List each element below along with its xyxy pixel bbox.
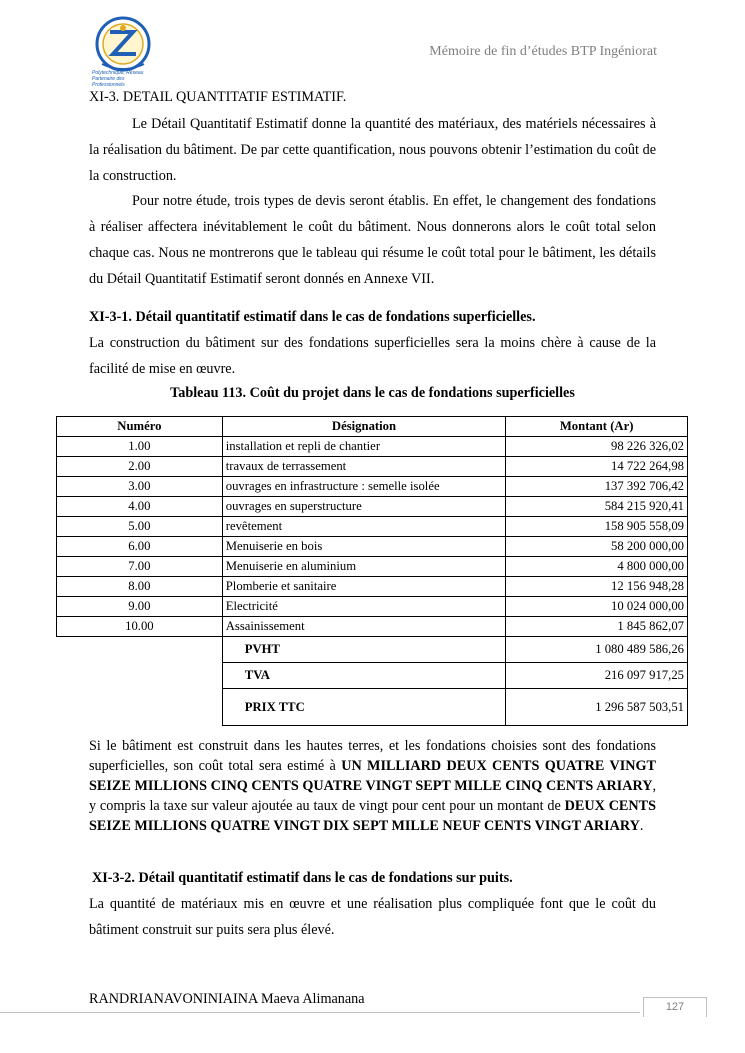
row-designation: Plomberie et sanitaire <box>222 577 506 597</box>
author-name: RANDRIANAVONINIAINA Maeva Alimanana <box>89 991 365 1007</box>
row-amount: 10 024 000,00 <box>506 597 688 617</box>
row-number: 8.00 <box>57 577 223 597</box>
total-row-ttc <box>57 689 688 726</box>
devis-paragraph: Pour notre étude, trois types de devis seront établis. En effet, le changement des fondations à réaliser affectera inévitablement le coût du bâtiment. Nous donnerons alors le coût total selon chaque cas. Nous ne montrerons que le tableau qui résume le coût total pour le bâtiment, les détails du Détail Quantitatif Estimatif seront donnés en Annexe VII. <box>89 193 656 287</box>
row-number: 5.00 <box>57 517 223 537</box>
table-row <box>57 497 688 517</box>
row-amount: 98 226 326,02 <box>506 437 688 457</box>
table-row <box>57 617 688 637</box>
row-amount: 158 905 558,09 <box>506 517 688 537</box>
total-label: PVHT <box>222 637 506 663</box>
row-number: 1.00 <box>57 437 223 457</box>
footer-divider <box>0 1012 640 1013</box>
row-number: 3.00 <box>57 477 223 497</box>
total-amount: 1 296 587 503,51 <box>506 689 688 726</box>
total-amount: 216 097 917,25 <box>506 663 688 689</box>
conclusion-text-2: , y compris la taxe sur valeur ajoutée au taux de vingt pour cent pour un montant de <box>89 778 656 814</box>
table-row <box>57 457 688 477</box>
total-cost-in-words: UN MILLIARD DEUX CENTS QUATRE VINGT SEIZE MILLIONS CINQ CENTS QUATRE VINGT SEPT MILLE CINQ CENTS ARIARY <box>89 758 656 794</box>
row-number: 9.00 <box>57 597 223 617</box>
row-designation: ouvrages en superstructure <box>222 497 506 517</box>
row-amount: 12 156 948,28 <box>506 577 688 597</box>
row-number: 10.00 <box>57 617 223 637</box>
row-amount: 584 215 920,41 <box>506 497 688 517</box>
row-number: 2.00 <box>57 457 223 477</box>
col-header-montant: Montant (Ar) <box>506 417 688 437</box>
row-amount: 1 845 862,07 <box>506 617 688 637</box>
section-heading: XI-3. DETAIL QUANTITATIF ESTIMATIF. <box>89 89 347 105</box>
total-label: TVA <box>222 663 506 689</box>
table-row <box>57 597 688 617</box>
table-row <box>57 477 688 497</box>
table-row <box>57 437 688 457</box>
table-row <box>57 557 688 577</box>
total-amount: 1 080 489 586,26 <box>506 637 688 663</box>
row-designation: Assainissement <box>222 617 506 637</box>
total-row-tva <box>57 663 688 689</box>
table-row <box>57 577 688 597</box>
row-designation: Menuiserie en aluminium <box>222 557 506 577</box>
conclusion-text-1: Si le bâtiment est construit dans les hautes terres, et les fondations choisies sont des fondations superficielles, son coût total sera estimé à <box>89 738 656 774</box>
school-logo <box>88 14 158 94</box>
row-amount: 137 392 706,42 <box>506 477 688 497</box>
table-header-row <box>57 417 688 437</box>
total-label: PRIX TTC <box>222 689 506 726</box>
row-amount: 14 722 264,98 <box>506 457 688 477</box>
col-header-numero: Numéro <box>57 417 223 437</box>
row-designation: Menuiserie en bois <box>222 537 506 557</box>
logo-caption: Polytechnique, Réseau Partenaire des Professionnels <box>92 70 144 88</box>
total-row-pvht <box>57 637 688 663</box>
row-number: 7.00 <box>57 557 223 577</box>
table-row <box>57 537 688 557</box>
table-row <box>57 517 688 537</box>
page-number: 127 <box>643 997 707 1017</box>
intro-paragraph: Le Détail Quantitatif Estimatif donne la quantité des matériaux, des matériels nécessaires à la réalisation du bâtiment. De par cette quantification, nous pouvons obtenir l’estimation du coût de la construction. <box>89 116 656 184</box>
row-designation: revêtement <box>222 517 506 537</box>
row-designation: installation et repli de chantier <box>222 437 506 457</box>
row-designation: Electricité <box>222 597 506 617</box>
table-caption: Tableau 113. Coût du projet dans le cas de fondations superficielles <box>170 385 575 401</box>
row-number: 6.00 <box>57 537 223 557</box>
subsection2-text: La quantité de matériaux mis en œuvre et une réalisation plus compliquée font que le coût du bâtiment construit sur puits sera plus élevé. <box>89 896 656 938</box>
subsection2-heading: XI-3-2. Détail quantitatif estimatif dans le cas de fondations sur puits. <box>92 870 513 886</box>
tva-in-words: DEUX CENTS SEIZE MILLIONS QUATRE VINGT DIX SEPT MILLE NEUF CENTS VINGT ARIARY <box>89 798 656 834</box>
row-designation: ouvrages en infrastructure : semelle isolée <box>222 477 506 497</box>
subsection1-text: La construction du bâtiment sur des fondations superficielles sera la moins chère à cause de la facilité de mise en œuvre. <box>89 335 656 377</box>
subsection1-heading: XI-3-1. Détail quantitatif estimatif dans le cas de fondations superficielles. <box>89 309 536 325</box>
row-number: 4.00 <box>57 497 223 517</box>
row-designation: travaux de terrassement <box>222 457 506 477</box>
row-amount: 4 800 000,00 <box>506 557 688 577</box>
row-amount: 58 200 000,00 <box>506 537 688 557</box>
conclusion-text-3: . <box>639 818 644 834</box>
cost-conclusion-paragraph <box>89 736 656 836</box>
col-header-designation: Désignation <box>222 417 506 437</box>
cost-table <box>56 416 688 726</box>
document-header-title: Mémoire de fin d’études BTP Ingéniorat <box>429 44 657 59</box>
